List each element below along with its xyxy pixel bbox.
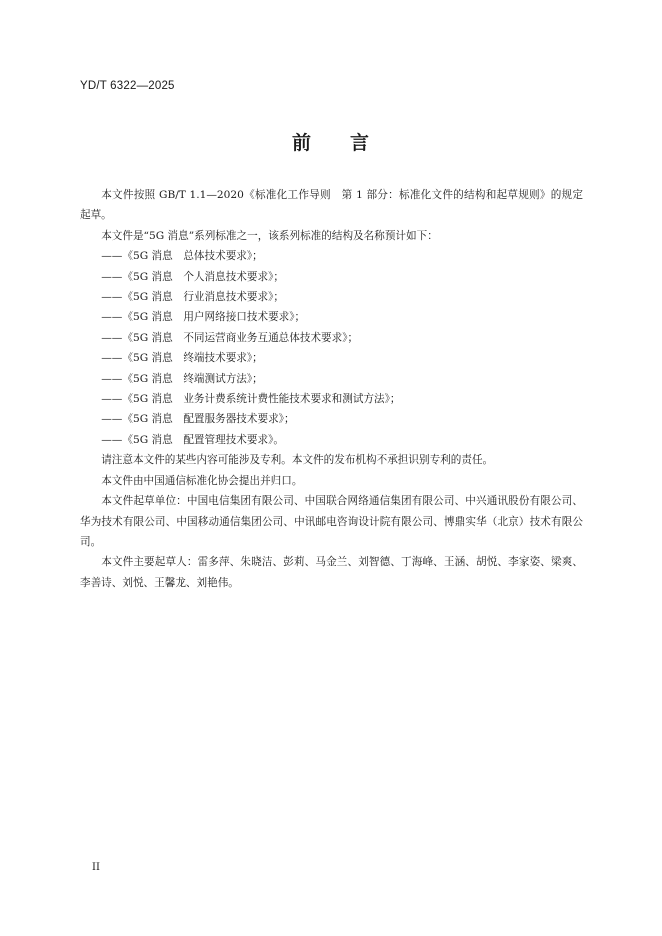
page-number: II [92, 862, 100, 873]
title-char-1: 前 [291, 132, 312, 154]
series-item: ——《5G 消息 配置管理技术要求》。 [101, 433, 284, 446]
document-code: YD/T 6322—2025 [80, 80, 175, 92]
paragraph-proposer: 本文件由中国通信标准化协会提出并归口。 [101, 474, 303, 487]
series-item: ——《5G 消息 终端技术要求》； [101, 352, 263, 365]
series-item: ——《5G 消息 总体技术要求》； [101, 250, 263, 263]
series-item: ——《5G 消息 终端测试方法》； [101, 372, 263, 385]
series-item: ——《5G 消息 配置服务器技术要求》； [101, 413, 295, 426]
series-item: ——《5G 消息 用户网络接口技术要求》； [101, 311, 306, 324]
paragraph-drafting-units: 本文件起草单位：中国电信集团有限公司、中国联合网络通信集团有限公司、中兴通讯股份有限公司、华为技术有限公司、中国移动通信集团公司、中讯邮电咨询设计院有限公司、博鼎实华（北京）技术有限公司。 [80, 495, 583, 548]
paragraph-patent-notice: 请注意本文件的某些内容可能涉及专利。本文件的发布机构不承担识别专利的责任。 [101, 454, 494, 467]
series-item: ——《5G 消息 个人消息技术要求》； [101, 270, 284, 283]
paragraph-drafting-rules: 本文件按照 GB/T 1.1—2020《标准化工作导则 第 1 部分：标准化文件的结构和起草规则》的规定起草。 [80, 189, 583, 222]
paragraph-drafters: 本文件主要起草人：雷多萍、朱晓洁、彭莉、马金兰、刘智德、丁海峰、王涵、胡悦、李家姿、梁爽、李善诗、刘悦、王馨龙、刘艳伟。 [80, 556, 583, 589]
series-item: ——《5G 消息 行业消息技术要求》； [101, 291, 284, 304]
page-title [0, 128, 662, 155]
series-item: ——《5G 消息 业务计费系统计费性能技术要求和测试方法》； [101, 393, 401, 406]
title-char-2: 言 [350, 132, 371, 154]
paragraph-series-intro: 本文件是“5G 消息”系列标准之一，该系列标准的结构及名称预计如下： [101, 229, 438, 242]
preface-body [80, 185, 583, 593]
series-item: ——《5G 消息 不同运营商业务互通总体技术要求》； [101, 331, 359, 344]
